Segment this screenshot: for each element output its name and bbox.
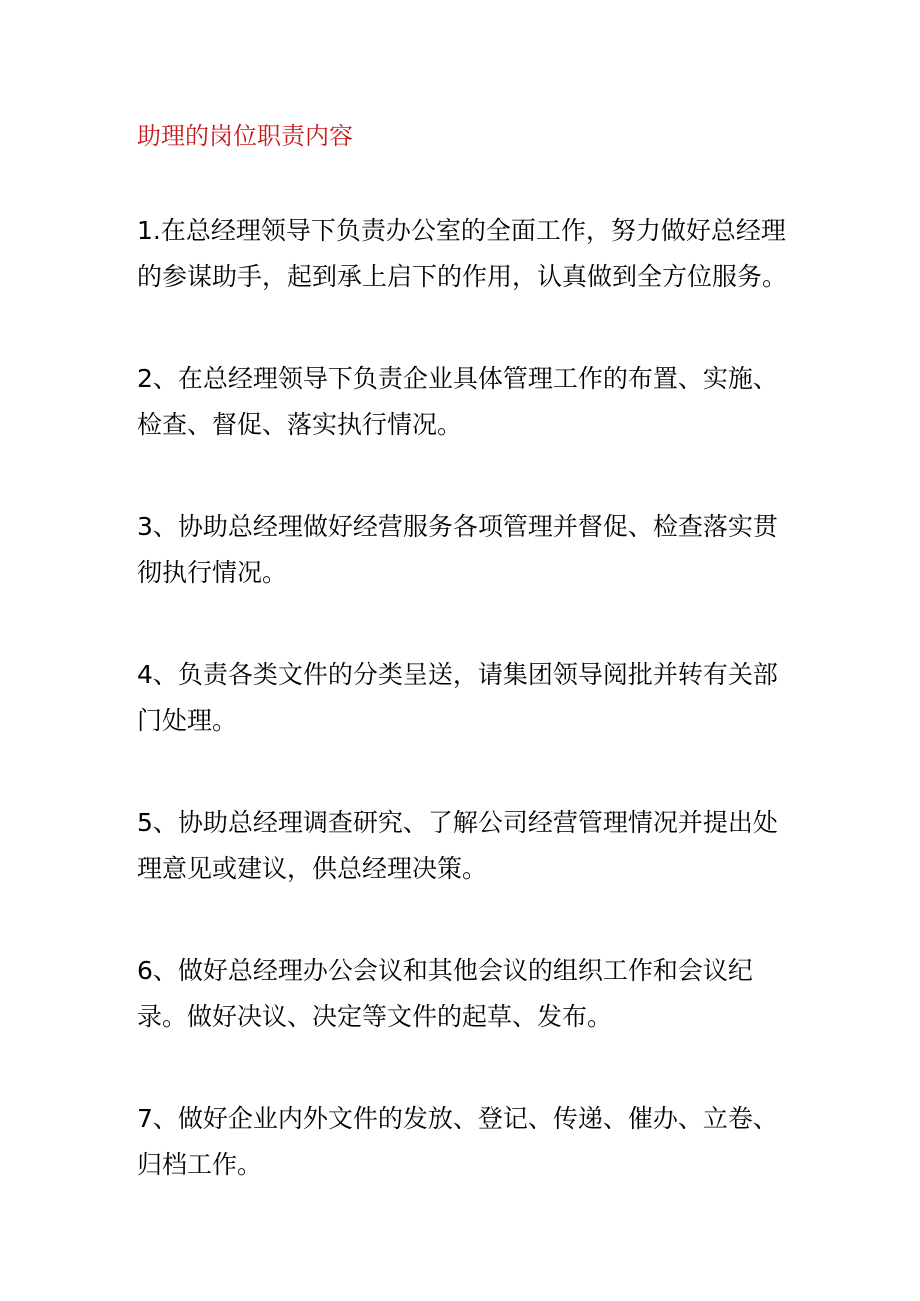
paragraph-5: 5、协助总经理调查研究、了解公司经营管理情况并提出处理意见或建议，供总经理决策。 [137,808,778,883]
paragraph-6: 6、做好总经理办公会议和其他会议的组织工作和会议纪录。做好决议、决定等文件的起草、发布。 [137,956,753,1031]
paragraph-7: 7、做好企业内外文件的发放、登记、传递、催办、立卷、归档工作。 [137,1104,778,1179]
paragraph-3: 3、协助总经理做好经营服务各项管理并督促、检查落实贯彻执行情况。 [137,512,778,587]
document-title: 助理的岗位职责内容 [137,122,353,150]
paragraph-1: 1.在总经理领导下负责办公室的全面工作，努力做好总经理的参谋助手，起到承上启下的作用，认真做到全方位服务。 [137,216,788,291]
paragraph-2: 2、在总经理领导下负责企业具体管理工作的布置、实施、检查、督促、落实执行情况。 [137,364,778,439]
paragraph-4: 4、负责各类文件的分类呈送，请集团领导阅批并转有关部门处理。 [137,660,778,735]
document-body [137,208,797,1244]
